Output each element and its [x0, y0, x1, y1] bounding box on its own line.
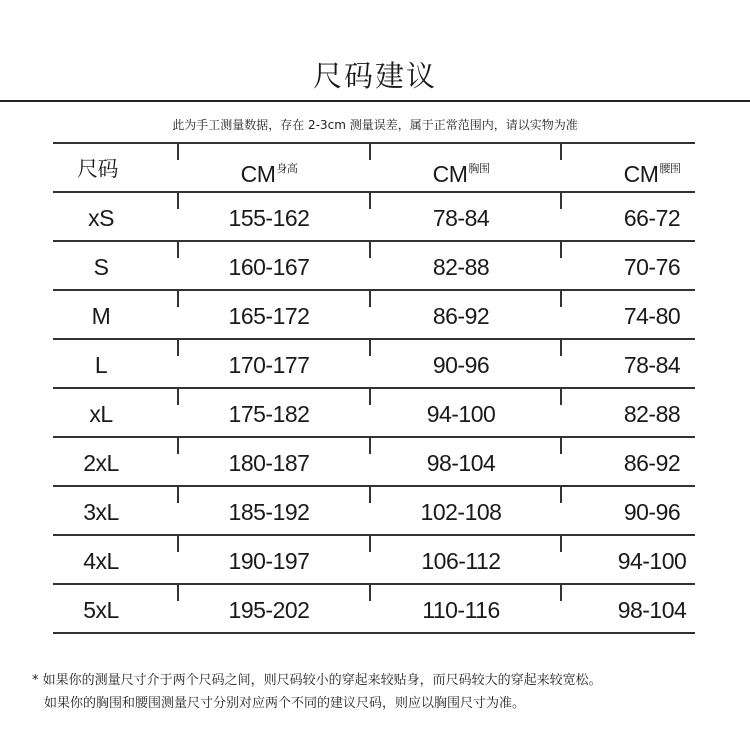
- waist-cell: 82-88: [623, 401, 681, 427]
- chest-cell: 102-108: [420, 499, 502, 525]
- table-row: [53, 289, 695, 338]
- waist-cell: 74-80: [623, 303, 681, 329]
- table-row: [53, 240, 695, 289]
- waist-cell: 78-84: [623, 352, 681, 378]
- height-cell: 190-197: [228, 548, 310, 574]
- chest-cell: 90-96: [432, 352, 490, 378]
- height-cell: 170-177: [228, 352, 310, 378]
- size-cell: xS: [88, 205, 114, 231]
- header-height: [178, 144, 360, 191]
- size-cell: L: [94, 352, 108, 378]
- height-cell: 185-192: [228, 499, 310, 525]
- table-row: [53, 583, 695, 634]
- title-divider: [0, 100, 750, 102]
- size-note-2: 如果你的胸围和腰围测量尺寸分别对应两个不同的建议尺码，则应以胸围尺寸为准。: [44, 696, 526, 711]
- height-cell: 160-167: [228, 254, 310, 280]
- size-cell: 3xL: [83, 499, 119, 525]
- chest-cell: 86-92: [432, 303, 490, 329]
- table-row: [53, 191, 695, 240]
- table-row: [53, 534, 695, 583]
- header-waist: [561, 144, 743, 191]
- table-row: [53, 485, 695, 534]
- size-cell: xL: [89, 401, 113, 427]
- table-row: [53, 387, 695, 436]
- header-size: 尺码: [77, 157, 118, 181]
- size-cell: 5xL: [83, 597, 119, 623]
- chest-cell: 82-88: [432, 254, 490, 280]
- height-cell: 155-162: [228, 205, 310, 231]
- header-height-label: 身高: [276, 162, 298, 175]
- chest-cell: 94-100: [426, 401, 496, 427]
- table-row: [53, 436, 695, 485]
- header-height-unit: CM: [240, 161, 276, 187]
- size-cell: S: [93, 254, 109, 280]
- waist-cell: 94-100: [617, 548, 687, 574]
- height-cell: 175-182: [228, 401, 310, 427]
- waist-cell: 86-92: [623, 450, 681, 476]
- size-cell: 4xL: [83, 548, 119, 574]
- size-chart-table: [53, 142, 695, 634]
- chest-cell: 98-104: [426, 450, 496, 476]
- header-waist-unit: CM: [623, 161, 659, 187]
- measurement-disclaimer: 此为手工测量数据，存在 2-3cm 测量误差，属于正常范围内，请以实物为准: [172, 118, 578, 132]
- height-cell: 195-202: [228, 597, 310, 623]
- size-note-1: * 如果你的测量尺寸介于两个尺码之间，则尺码较小的穿起来较贴身，而尺码较大的穿起来较宽松。: [32, 673, 602, 688]
- size-cell: 2xL: [83, 450, 119, 476]
- header-chest-unit: CM: [432, 161, 468, 187]
- header-waist-label: 腰围: [659, 162, 681, 175]
- header-chest: [370, 144, 552, 191]
- header-chest-label: 胸围: [468, 162, 490, 175]
- waist-cell: 70-76: [623, 254, 681, 280]
- chest-cell: 110-116: [422, 597, 500, 623]
- chest-cell: 106-112: [421, 548, 501, 574]
- waist-cell: 90-96: [623, 499, 681, 525]
- table-row: [53, 338, 695, 387]
- height-cell: 180-187: [228, 450, 310, 476]
- height-cell: 165-172: [228, 303, 310, 329]
- table-header-row: [53, 142, 695, 191]
- waist-cell: 98-104: [617, 597, 687, 623]
- waist-cell: 66-72: [623, 205, 681, 231]
- page-title: 尺码建议: [312, 59, 437, 93]
- size-cell: M: [91, 303, 111, 329]
- chest-cell: 78-84: [432, 205, 490, 231]
